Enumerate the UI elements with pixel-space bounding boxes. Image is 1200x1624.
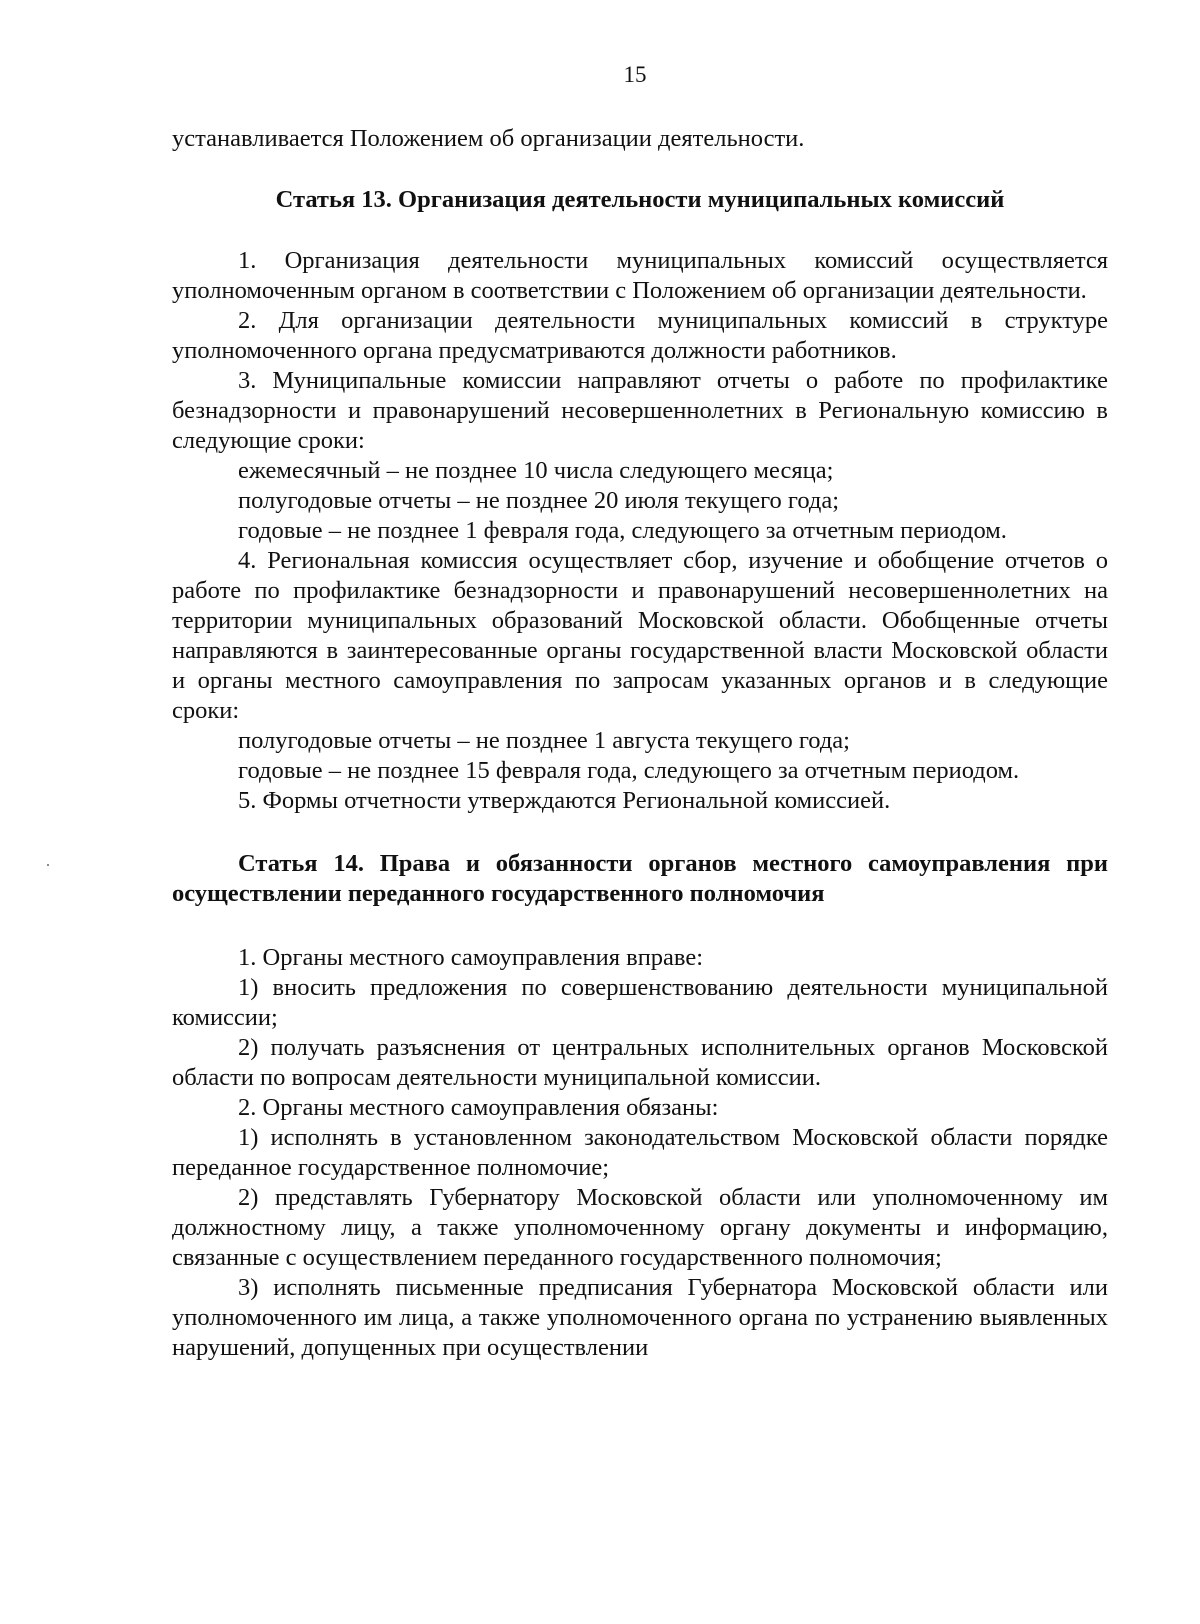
article-13-paragraph-2: 2. Для организации деятельности муниципальных комиссий в структуре уполномоченного органа предусматриваются должности работников.	[172, 307, 1108, 364]
article-14-paragraph-1-item: 1) вносить предложения по совершенствованию деятельности муниципальной комиссии;	[172, 974, 1108, 1031]
article-14-paragraph-2-item: 1) исполнять в установленном законодательством Московской области порядке переданное государственное полномочие;	[172, 1124, 1108, 1181]
article-14-title: Статья 14. Права и обязанности органов местного самоуправления при осуществлении переданного государственного полномочия	[172, 850, 1108, 907]
article-13-paragraph-3: 3. Муниципальные комиссии направляют отчеты о работе по профилактике безнадзорности и правонарушений несовершеннолетних в Региональную комиссию в следующие сроки:	[172, 367, 1108, 454]
article-13-paragraph-5: 5. Формы отчетности утверждаются Региональной комиссией.	[238, 787, 891, 814]
article-13-paragraph-3-item: годовые – не позднее 1 февраля года, следующего за отчетным периодом.	[238, 517, 1007, 544]
article-13-title: Статья 13. Организация деятельности муниципальных комиссий	[275, 186, 1005, 213]
article-13-paragraph-4-item: годовые – не позднее 15 февраля года, следующего за отчетным периодом.	[238, 757, 1020, 784]
article-14-paragraph-2-item: 2) представлять Губернатору Московской области или уполномоченному им должностному лицу, а также уполномоченному органу документы и информацию, связанные с осуществлением переданного государственного полномочия;	[172, 1184, 1108, 1271]
scan-speck	[47, 864, 49, 866]
page-number: 15	[623, 62, 647, 87]
article-13-paragraph-3-item: ежемесячный – не позднее 10 числа следующего месяца;	[238, 457, 834, 484]
article-13-paragraph-3-item: полугодовые отчеты – не позднее 20 июля текущего года;	[238, 487, 840, 514]
article-13-paragraph-1: 1. Организация деятельности муниципальных комиссий осуществляется уполномоченным органом в соответствии с Положением об организации деятельности.	[172, 247, 1108, 304]
document-body	[172, 124, 1108, 1363]
article-14-paragraph-1-item: 2) получать разъяснения от центральных исполнительных органов Московской области по вопросам деятельности муниципальной комиссии.	[172, 1034, 1108, 1091]
article-14-paragraph-2: 2. Органы местного самоуправления обязаны:	[238, 1094, 719, 1121]
article-14-paragraph-2-item: 3) исполнять письменные предписания Губернатора Московской области или уполномоченного им лица, а также уполномоченного органа по устранению выявленных нарушений, допущенных при осуществлении	[172, 1274, 1108, 1361]
article-13-paragraph-4: 4. Региональная комиссия осуществляет сбор, изучение и обобщение отчетов о работе по профилактике безнадзорности и правонарушений несовершеннолетних на территории муниципальных образований Московской области. Обобщенные отчеты направляются в заинтересованные органы государственной власти Московской области и органы местного самоуправления по запросам указанных органов и в следующие сроки:	[172, 547, 1108, 724]
article-13-paragraph-4-item: полугодовые отчеты – не позднее 1 августа текущего года;	[238, 727, 850, 754]
lead-paragraph: устанавливается Положением об организации деятельности.	[172, 125, 805, 152]
article-14-paragraph-1: 1. Органы местного самоуправления вправе:	[238, 944, 704, 971]
